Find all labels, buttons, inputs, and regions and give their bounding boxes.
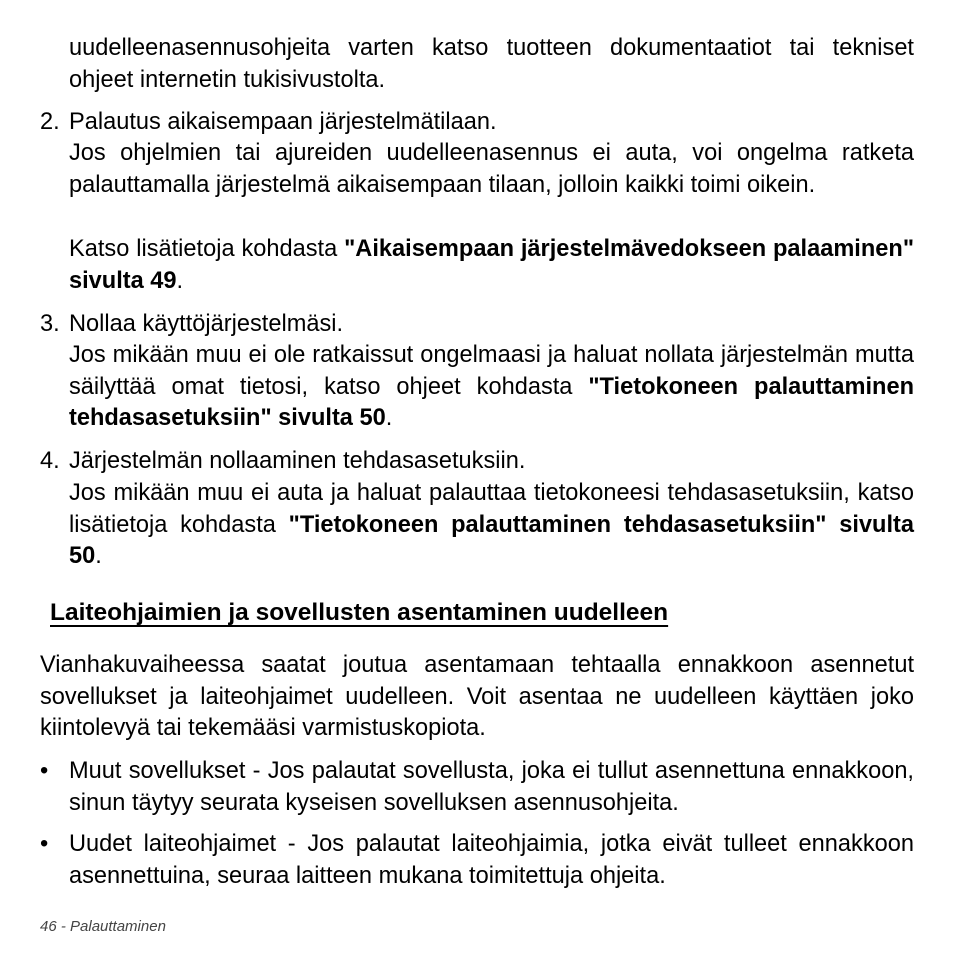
step-3-reference-link[interactable]: "Tietokoneen palauttaminen tehdasasetuksiin" sivulta 50 (69, 373, 914, 431)
step-2-reference-prefix: Katso lisätietoja kohdasta (69, 236, 345, 262)
step-4-body (69, 478, 914, 573)
step-2-reference-link[interactable]: "Aikaisempaan järjestelmävedokseen palaaminen" sivulta 49 (69, 236, 914, 294)
intro-paragraph: uudelleenasennusohjeita varten katso tuotteen dokumentaatiot tai tekniset ohjeet internetin tukisivustolta. (69, 35, 914, 93)
step-3-body-prefix: Jos mikään muu ei ole ratkaissut ongelmaasi ja haluat nollata järjestelmän mutta säilyttää omat tietosi, katso ohjeet kohdasta (69, 342, 914, 400)
step-2-body: Jos ohjelmien tai ajureiden uudelleenasennus ei auta, voi ongelma ratketa palauttamalla järjestelmä aikaisempaan tilaan, jolloin kaikki toimi oikein. (69, 140, 914, 198)
bullet-item-other-apps: Muut sovellukset - Jos palautat sovellusta, joka ei tullut asennettuna ennakkoon, sinun täytyy seurata kyseisen sovelluksen asennusohjeita. (69, 758, 914, 816)
step-3-body-suffix: . (385, 405, 393, 431)
section-intro-paragraph: Vianhakuvaiheessa saatat joutua asentamaan tehtaalla ennakkoon asennetut sovellukset ja laiteohjaimet uudelleen. Voit asentaa ne uudelleen käyttäen joko kiintolevyä tai tekemääsi varmistuskopiota. (40, 652, 914, 741)
step-4-reference-link[interactable]: "Tietokoneen palauttaminen tehdasasetuksiin" sivulta 50 (69, 511, 914, 569)
bullet-marker: • (40, 758, 49, 784)
page-footer: 46 - Palauttaminen (40, 918, 166, 935)
step-2-title: Palautus aikaisempaan järjestelmätilaan. (69, 109, 497, 135)
step-3-number: 3. (40, 311, 60, 337)
step-4-number: 4. (40, 448, 60, 474)
step-2-number: 2. (40, 109, 60, 135)
step-4-body-suffix: . (95, 543, 102, 569)
bullet-item-new-drivers: Uudet laiteohjaimet - Jos palautat laiteohjaimia, jotka eivät tulleet ennakkoon asennettuina, seuraa laitteen mukana toimitettuja ohjeita. (69, 831, 914, 889)
step-4-title: Järjestelmän nollaaminen tehdasasetuksiin. (69, 448, 526, 474)
step-3-body (69, 340, 914, 435)
step-3-title: Nollaa käyttöjärjestelmäsi. (69, 311, 344, 337)
step-2-reference-suffix: . (176, 267, 184, 294)
section-heading: Laiteohjaimien ja sovellusten asentaminen uudelleen (50, 599, 669, 626)
bullet-marker: • (40, 831, 49, 857)
step-4-body-prefix: Jos mikään muu ei auta ja haluat palauttaa tietokoneesi tehdasasetuksiin, katso lisätietoja kohdasta (69, 480, 914, 538)
step-2-reference (69, 234, 914, 297)
